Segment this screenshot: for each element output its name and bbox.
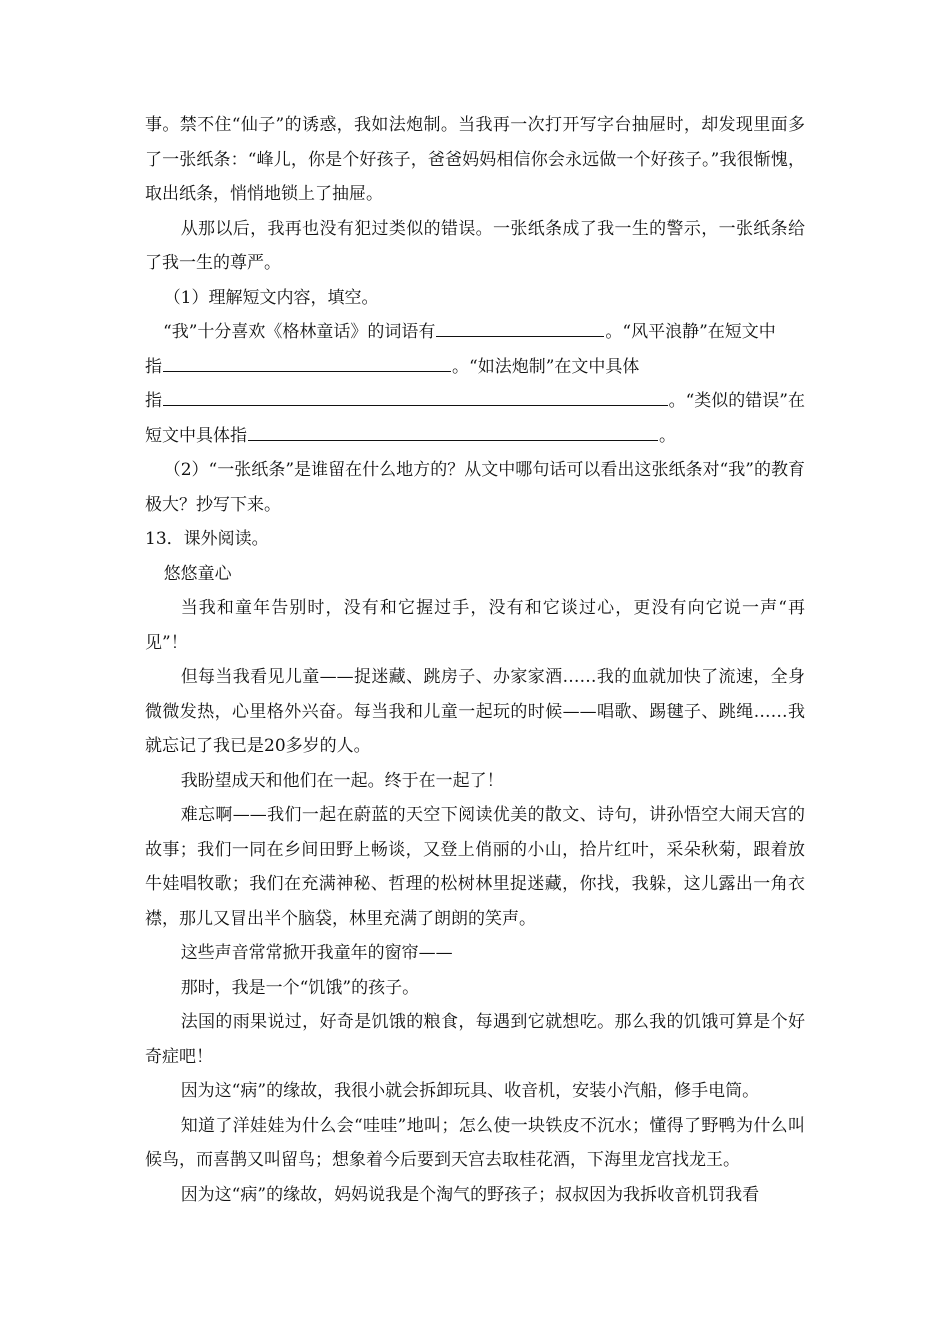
question-13-heading: 13．课外阅读。	[145, 529, 269, 549]
fill-text-3a: 指	[145, 391, 162, 411]
article-paragraph: 法国的雨果说过，好奇是饥饿的粮食，每遇到它就想吃。那么我的饥饿可算是个好奇症吧！	[145, 1012, 805, 1067]
paragraph-1: 事。禁不住“仙子”的诱惑，我如法炮制。当我再一次打开写字台抽屉时，却发现里面多了一张纸条：“峰儿，你是个好孩子，爸爸妈妈相信你会永远做一个好孩子。”我很惭愧，取出纸条，悄悄地锁上了抽屉。	[145, 115, 805, 204]
fill-line-4	[145, 419, 805, 454]
fill-text-4a: 短文中具体指	[145, 425, 247, 446]
article-paragraph: 这些声音常常掀开我童年的窗帘——	[180, 943, 453, 963]
article-paragraph: 那时，我是一个“饥饿”的孩子。	[180, 977, 420, 998]
fill-text-3b: 。“类似的错误”在	[668, 391, 805, 411]
fill-line-3	[145, 384, 805, 419]
article-title: 悠悠童心	[163, 563, 232, 584]
fill-line-2	[145, 350, 805, 385]
article-paragraph: 难忘啊——我们一起在蔚蓝的天空下阅读优美的散文、诗句，讲孙悟空大闹天宫的故事；我们一同在乡间田野上畅谈，又登上俏丽的小山，拾片红叶，采朵秋菊，跟着放牛娃唱牧歌；我们在充满神秘、哲理的松树林里捉迷藏，你找，我躲，这儿露出一角衣襟，那儿又冒出半个脑袋，林里充满了朗朗的笑声。	[145, 805, 805, 929]
article-paragraph: 因为这“病”的缘故，我很小就会拆卸玩具、收音机，安装小汽船，修手电筒。	[180, 1081, 760, 1101]
fill-text-2a: 指	[145, 356, 162, 377]
article-paragraph: 因为这“病”的缘故，妈妈说我是个淘气的野孩子；叔叔因为我拆收音机罚我看	[180, 1184, 760, 1205]
article-paragraph: 当我和童年告别时，没有和它握过手，没有和它谈过心，更没有向它说一声“再见”！	[145, 598, 805, 653]
article-paragraph: 我盼望成天和他们在一起。终于在一起了！	[180, 770, 504, 791]
fill-text-1b: 。“风平浪静”在短文中	[605, 322, 776, 342]
question-2: （2）“一张纸条”是谁留在什么地方的？从文中哪句话可以看出这张纸条对“我”的教育极大？抄写下来。	[145, 460, 805, 515]
document-page	[145, 108, 805, 1212]
paragraph-2: 从那以后，我再也没有犯过类似的错误。一张纸条成了我一生的警示，一张纸条给了我一生的尊严。	[145, 218, 805, 273]
fill-text-4b: 。	[659, 425, 676, 446]
answer-blank-2[interactable]	[163, 370, 451, 372]
fill-text-2b: 。“如法炮制”在文中具体	[452, 356, 640, 377]
answer-blank-4[interactable]	[248, 439, 658, 441]
answer-blank-1[interactable]	[436, 335, 604, 337]
answer-blank-3[interactable]	[163, 404, 668, 406]
question-1-label: （1）理解短文内容，填空。	[163, 287, 379, 308]
article-paragraph: 但每当我看见儿童——捉迷藏、跳房子、办家家酒……我的血就加快了流速，全身微微发热，心里格外兴奋。每当我和儿童一起玩的时候——唱歌、踢毽子、跳绳……我就忘记了我已是20多岁的人。	[145, 667, 805, 756]
fill-line-1	[145, 315, 805, 350]
article-paragraph: 知道了洋娃娃为什么会“哇哇”地叫；怎么使一块铁皮不沉水；懂得了野鸭为什么叫候鸟，而喜鹊又叫留鸟；想象着今后要到天宫去取桂花酒，下海里龙宫找龙王。	[145, 1115, 805, 1170]
fill-text-1a: “我”十分喜欢《格林童话》的词语有	[163, 322, 436, 342]
